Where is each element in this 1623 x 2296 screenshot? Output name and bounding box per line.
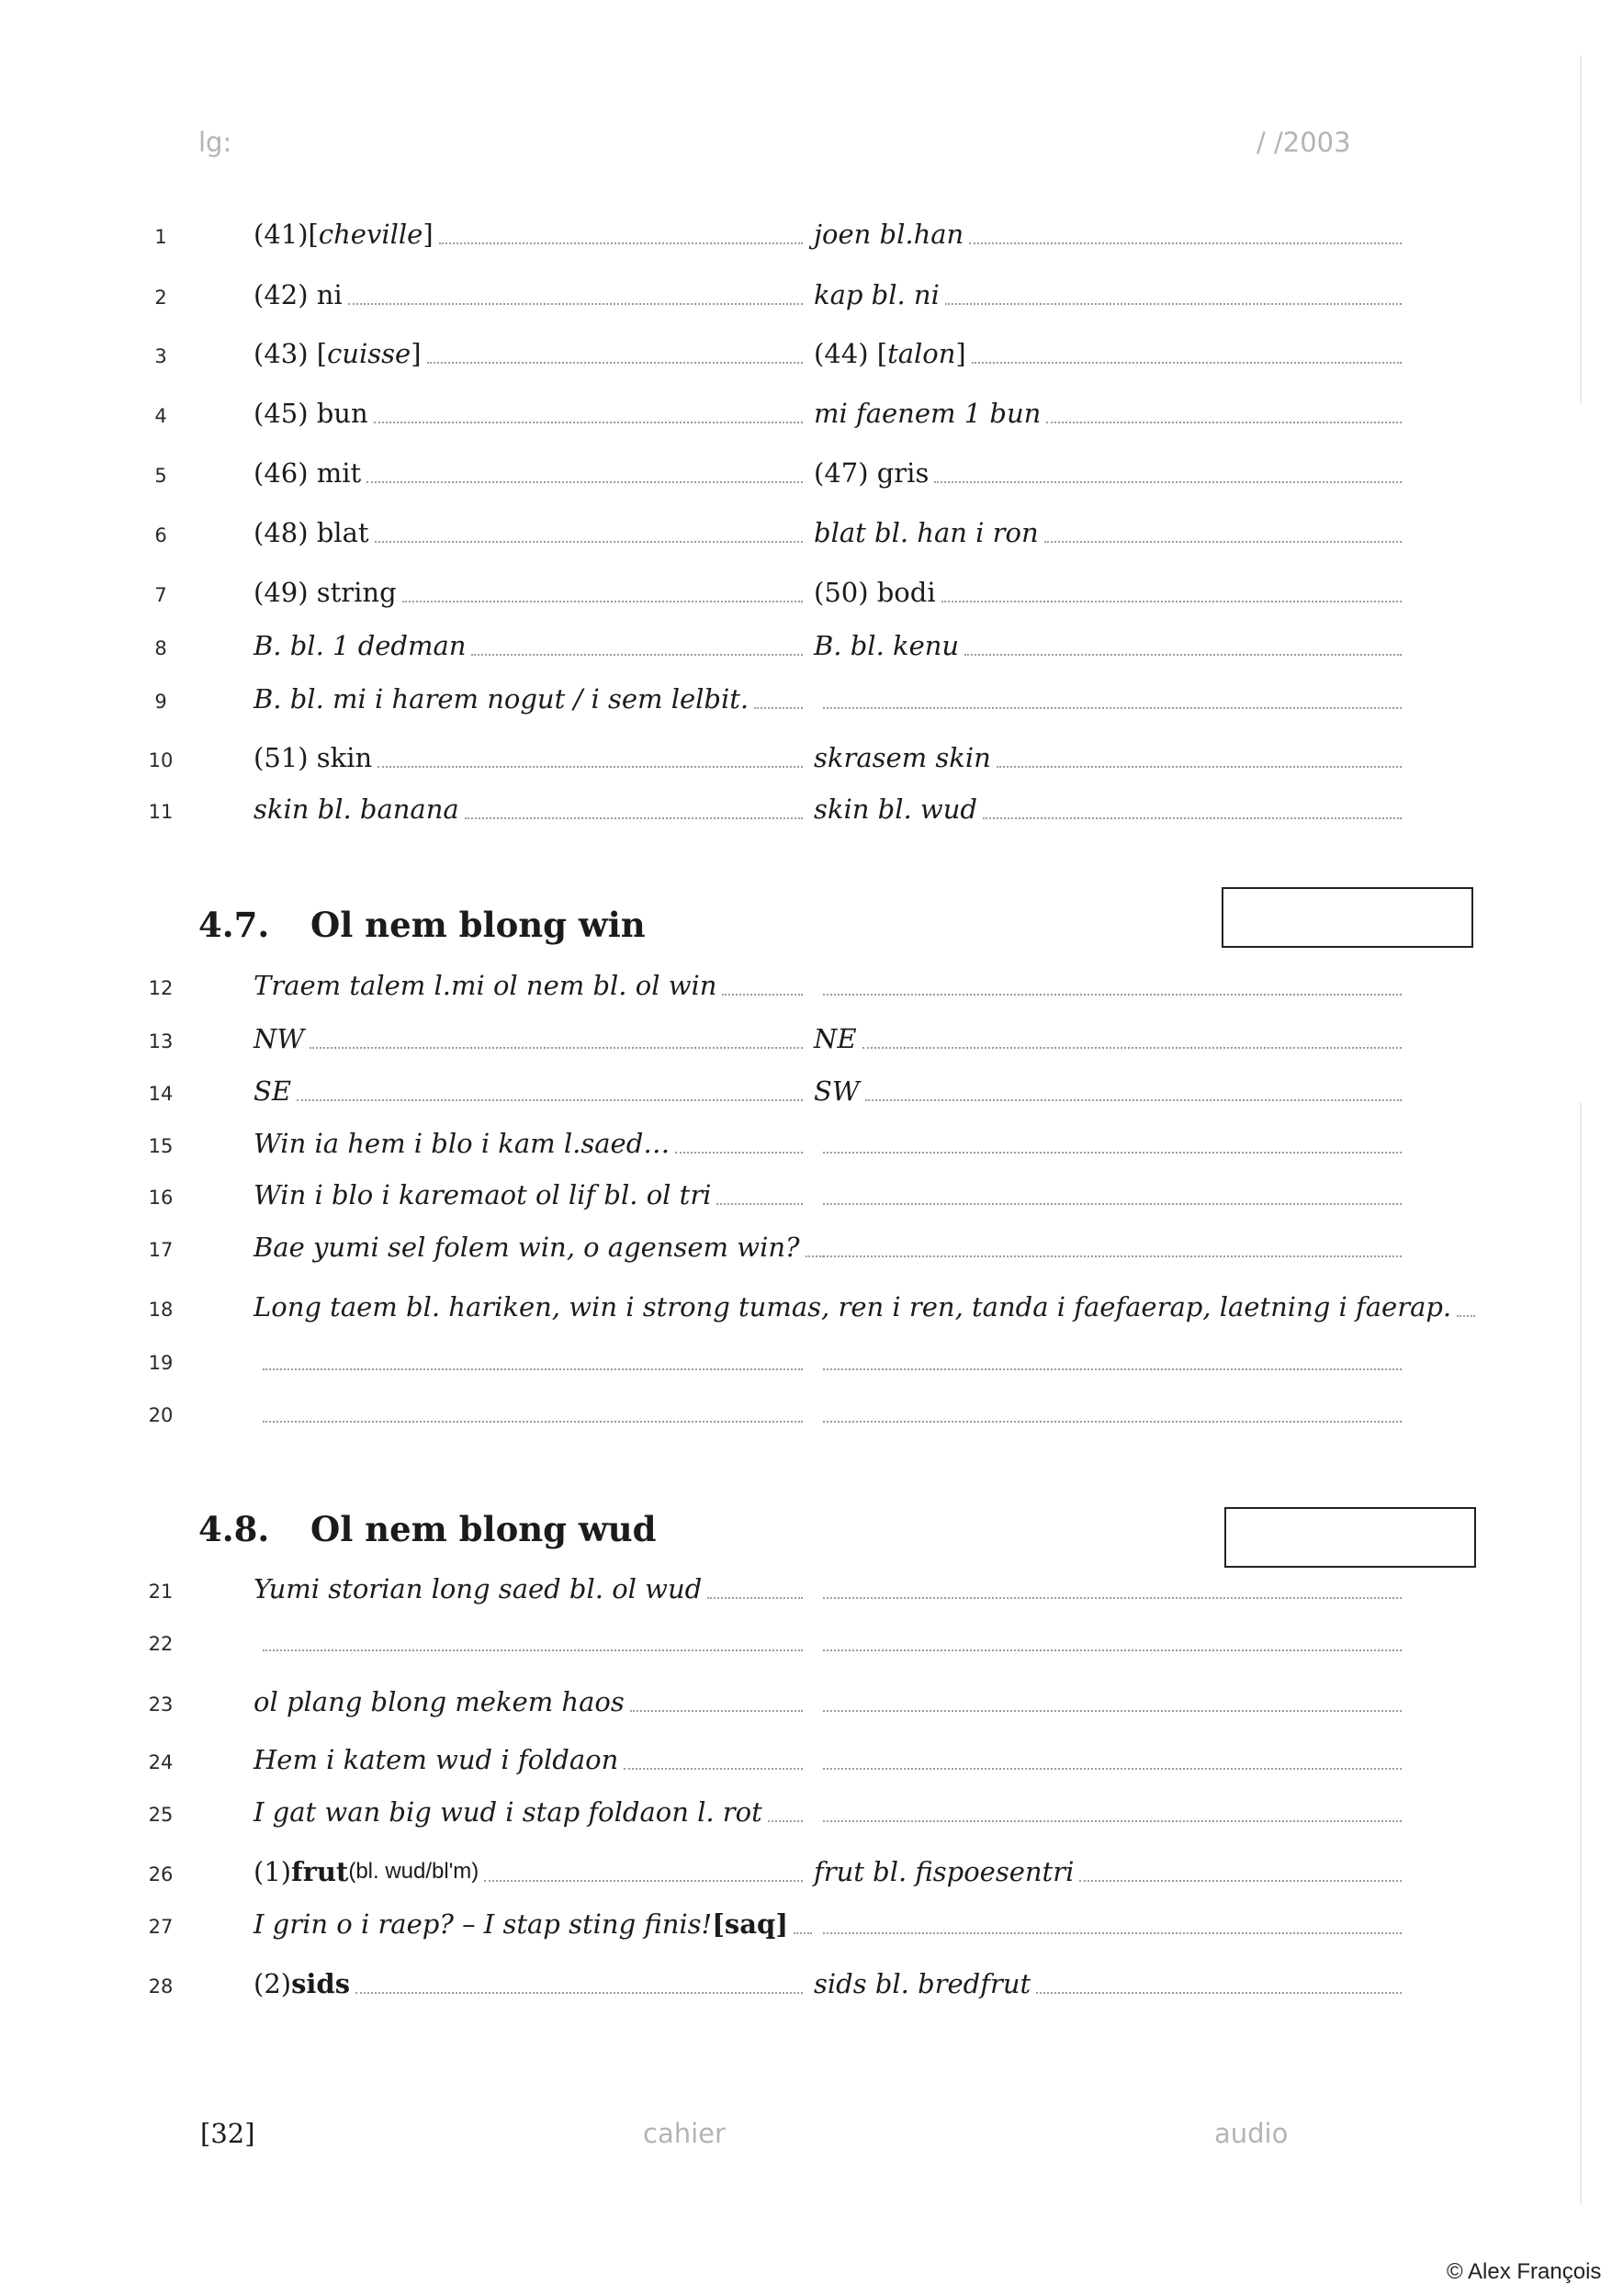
fill-in-line[interactable]	[310, 1046, 803, 1049]
page-number: [32]	[200, 2118, 255, 2149]
fill-in-line[interactable]	[862, 1046, 1402, 1049]
line-text: Traem talem l.mi ol nem bl. ol win	[254, 970, 717, 1001]
section-title: Ol nem blong wud	[310, 1509, 657, 1549]
header-date: / /2003	[1257, 127, 1351, 158]
line-number: 23	[148, 1694, 174, 1716]
question-line	[0, 625, 1623, 670]
line-left-column	[254, 742, 803, 773]
line-right-column	[814, 1968, 1402, 1999]
fill-in-line[interactable]	[823, 1255, 1402, 1257]
fill-in-line[interactable]	[722, 993, 803, 996]
line-right-column	[814, 1075, 1402, 1107]
line-left-column	[254, 398, 803, 429]
line-text: SW	[814, 1075, 860, 1107]
line-text: sids	[291, 1968, 351, 1999]
line-text: skrasem skin	[814, 742, 991, 773]
line-text: (2)	[254, 1968, 292, 1999]
line-number: 19	[148, 1352, 174, 1374]
question-line	[0, 213, 1623, 259]
line-left-column	[254, 1796, 803, 1828]
fill-in-line[interactable]	[794, 1931, 812, 1934]
line-right-column	[814, 993, 1402, 1001]
line-text: cheville	[318, 219, 423, 250]
line-number: 14	[148, 1083, 174, 1105]
line-text: B. bl. kenu	[814, 630, 960, 661]
line-right-column	[814, 1819, 1402, 1828]
fill-in-line[interactable]	[972, 361, 1402, 364]
line-number: 20	[148, 1404, 174, 1426]
line-right-column	[814, 793, 1402, 825]
question-line	[0, 1620, 1623, 1666]
answer-box	[1224, 1507, 1476, 1568]
line-right-column	[814, 1709, 1402, 1717]
fill-in-line[interactable]	[484, 1879, 803, 1882]
question-line	[0, 1286, 1623, 1332]
line-text: (1)	[254, 1856, 292, 1887]
question-line	[0, 788, 1623, 834]
line-text: B. bl. 1 dedman	[254, 630, 467, 661]
line-left-column	[254, 630, 803, 661]
line-text: (42) ni	[254, 279, 343, 310]
question-line	[0, 392, 1623, 438]
line-left-column	[254, 338, 803, 369]
line-text: ]	[411, 338, 422, 369]
question-line	[0, 1174, 1623, 1220]
question-line	[0, 1903, 1623, 1949]
section-number: 4.8.	[198, 1509, 270, 1549]
line-right-column	[814, 742, 1402, 773]
question-line	[0, 1018, 1623, 1064]
line-text: (49) string	[254, 577, 397, 608]
line-right-column	[814, 1367, 1402, 1376]
line-text: Long taem bl. hariken, win i strong tumas, ren i ren, tanda i faefaerap, laetning i faerap.	[254, 1291, 1452, 1322]
line-number: 18	[148, 1299, 174, 1321]
question-line	[0, 332, 1623, 378]
line-text: mi faenem 1 bun	[814, 398, 1042, 429]
line-text: frut	[291, 1856, 349, 1887]
line-text: skin bl. wud	[814, 793, 977, 825]
question-line	[0, 274, 1623, 320]
header-left: lg:	[198, 127, 232, 158]
fill-in-line[interactable]	[716, 1202, 803, 1205]
fill-in-line[interactable]	[823, 1151, 1402, 1154]
question-line	[0, 512, 1623, 557]
line-right-column	[814, 1649, 1402, 1657]
line-text: B. bl. mi i harem nogut / i sem lelbit.	[254, 683, 750, 715]
fill-in-line[interactable]	[465, 816, 803, 819]
line-text: ]	[423, 219, 434, 250]
fill-in-line[interactable]	[1079, 1879, 1402, 1882]
fill-in-line[interactable]	[823, 1767, 1402, 1770]
footer-audio: audio	[1214, 2118, 1289, 2149]
line-number: 16	[148, 1187, 174, 1209]
fill-in-line[interactable]	[964, 653, 1402, 656]
line-left-column	[254, 1075, 803, 1107]
line-right-column	[814, 1255, 1402, 1263]
fill-in-line[interactable]	[427, 361, 803, 364]
fill-in-line[interactable]	[823, 1596, 1402, 1599]
fill-in-line[interactable]	[997, 765, 1402, 768]
line-number: 10	[148, 749, 174, 771]
fill-in-line[interactable]	[941, 600, 1402, 602]
line-number: 26	[148, 1863, 174, 1885]
line-right-column	[814, 630, 1402, 661]
line-right-column	[814, 517, 1402, 548]
line-right-column	[814, 1420, 1402, 1428]
line-number: 15	[148, 1135, 174, 1157]
fill-in-line[interactable]	[823, 1709, 1402, 1712]
fill-in-line[interactable]	[865, 1098, 1402, 1101]
answer-box	[1222, 887, 1473, 948]
fill-in-line[interactable]	[366, 480, 803, 483]
line-right-column	[814, 1023, 1402, 1054]
fill-in-line[interactable]	[1036, 1991, 1402, 1994]
line-text: (44) [	[814, 338, 888, 369]
line-text: NE	[814, 1023, 857, 1054]
fill-in-line[interactable]	[402, 600, 803, 602]
line-text: skin bl. banana	[254, 793, 459, 825]
line-text: (46) mit	[254, 457, 362, 489]
line-left-column	[254, 1908, 803, 1940]
fill-in-line[interactable]	[934, 480, 1402, 483]
line-full	[254, 1291, 1452, 1322]
line-right-column	[814, 1596, 1402, 1604]
question-line	[0, 1122, 1623, 1168]
line-text: Win ia hem i blo i kam l.saed…	[254, 1128, 671, 1159]
line-number: 22	[148, 1633, 174, 1655]
question-line	[0, 1568, 1623, 1614]
question-line	[0, 1791, 1623, 1837]
line-text: (43) [	[254, 338, 328, 369]
fill-in-line[interactable]	[378, 765, 803, 768]
line-left-column	[254, 1232, 803, 1263]
line-text: sids bl. bredfrut	[814, 1968, 1031, 1999]
question-line	[0, 1391, 1623, 1437]
fill-in-line[interactable]	[1457, 1314, 1475, 1317]
line-number: 3	[154, 345, 167, 367]
section-title: Ol nem blong win	[310, 905, 646, 945]
line-text: NW	[254, 1023, 305, 1054]
line-left-column	[254, 1649, 803, 1657]
line-left-column	[254, 1744, 803, 1775]
fill-in-line[interactable]	[348, 302, 803, 305]
question-line	[0, 1070, 1623, 1116]
fill-in-line[interactable]	[754, 706, 803, 709]
line-text: frut bl. fispoesentri	[814, 1856, 1075, 1887]
line-right-column	[814, 706, 1402, 715]
line-text: (50) bodi	[814, 577, 936, 608]
fill-in-line[interactable]	[375, 540, 803, 543]
line-left-column	[254, 219, 803, 250]
line-left-column	[254, 1686, 803, 1717]
line-number: 11	[148, 801, 174, 823]
line-left-column	[254, 970, 803, 1001]
line-left-column	[254, 1420, 803, 1428]
fill-in-line[interactable]	[983, 816, 1402, 819]
question-line	[0, 571, 1623, 617]
fill-in-line[interactable]	[630, 1709, 803, 1712]
line-number: 12	[148, 977, 174, 999]
line-number: 24	[148, 1751, 174, 1773]
question-line	[0, 964, 1623, 1010]
line-text: blat bl. han i ron	[814, 517, 1039, 548]
line-right-column	[814, 577, 1402, 608]
fill-in-line[interactable]	[969, 242, 1402, 244]
line-text: (41)	[254, 219, 309, 250]
question-line	[0, 1226, 1623, 1272]
fill-in-line[interactable]	[823, 1420, 1402, 1423]
line-number: 28	[148, 1975, 174, 1998]
fill-in-line[interactable]	[624, 1767, 803, 1770]
line-text: Win i blo i karemaot ol lif bl. ol tri	[254, 1179, 712, 1210]
line-left-column	[254, 1968, 803, 1999]
line-text: I gat wan big wud i stap foldaon l. rot	[254, 1796, 762, 1828]
fill-in-line[interactable]	[945, 302, 1402, 305]
line-left-column	[254, 279, 803, 310]
line-left-column	[254, 683, 803, 715]
question-line	[0, 1851, 1623, 1896]
line-text: Yumi storian long saed bl. ol wud	[254, 1573, 703, 1604]
question-line	[0, 678, 1623, 724]
line-number: 9	[154, 691, 167, 713]
fill-in-line[interactable]	[297, 1098, 803, 1101]
fill-in-line[interactable]	[823, 1367, 1402, 1370]
line-number: 21	[148, 1581, 174, 1603]
line-number: 6	[154, 524, 167, 546]
line-text: joen bl.han	[814, 219, 964, 250]
line-text: (bl. wud/bl'm)	[348, 1859, 479, 1884]
fill-in-line[interactable]	[263, 1367, 803, 1370]
line-right-column	[814, 279, 1402, 310]
line-text: ]	[955, 338, 966, 369]
line-text: Bae yumi sel folem win, o agensem win?	[254, 1232, 800, 1263]
line-right-column	[814, 219, 1402, 250]
line-text: SE	[254, 1075, 292, 1107]
fill-in-line[interactable]	[823, 993, 1402, 996]
line-left-column	[254, 1023, 803, 1054]
line-number: 17	[148, 1239, 174, 1261]
fill-in-line[interactable]	[823, 1202, 1402, 1205]
line-left-column	[254, 1367, 803, 1376]
fill-in-line[interactable]	[355, 1991, 803, 1994]
line-text: [	[308, 219, 319, 250]
line-number: 2	[154, 287, 167, 309]
fill-in-line[interactable]	[823, 706, 1402, 709]
line-right-column	[814, 1856, 1402, 1887]
line-number: 8	[154, 637, 167, 659]
fill-in-line[interactable]	[263, 1420, 803, 1423]
line-right-column	[814, 1151, 1402, 1159]
line-text: ol plang blong mekem haos	[254, 1686, 625, 1717]
line-text: kap bl. ni	[814, 279, 940, 310]
line-right-column	[814, 1931, 1402, 1940]
line-text: I grin o i raep? – I stap sting finis!	[254, 1908, 713, 1940]
line-left-column	[254, 1179, 803, 1210]
line-right-column	[814, 338, 1402, 369]
fill-in-line[interactable]	[471, 653, 803, 656]
fill-in-line[interactable]	[439, 242, 803, 244]
line-right-column	[814, 1202, 1402, 1210]
question-line	[0, 737, 1623, 782]
line-text: (48) blat	[254, 517, 369, 548]
line-left-column	[254, 457, 803, 489]
fill-in-line[interactable]	[823, 1819, 1402, 1822]
line-number: 27	[148, 1916, 174, 1938]
line-number: 1	[154, 226, 167, 248]
line-number: 4	[154, 405, 167, 427]
line-right-column	[814, 457, 1402, 489]
fill-in-line[interactable]	[707, 1596, 803, 1599]
copyright: © Alex François	[1447, 2259, 1602, 2284]
fill-in-line[interactable]	[823, 1649, 1402, 1651]
line-text: (51) skin	[254, 742, 373, 773]
line-text: Hem i katem wud i foldaon	[254, 1744, 619, 1775]
line-number: 5	[154, 465, 167, 487]
question-line	[0, 1739, 1623, 1784]
line-left-column	[254, 1573, 803, 1604]
footer-cahier: cahier	[643, 2118, 726, 2149]
line-text: talon	[887, 338, 956, 369]
line-left-column	[254, 1128, 803, 1159]
question-line	[0, 452, 1623, 498]
line-text: [saq]	[712, 1908, 789, 1940]
line-right-column	[814, 1767, 1402, 1775]
fill-in-line[interactable]	[1046, 421, 1402, 423]
fill-in-line[interactable]	[263, 1649, 803, 1651]
fill-in-line[interactable]	[675, 1151, 803, 1154]
line-left-column	[254, 1856, 803, 1887]
question-line	[0, 1681, 1623, 1727]
fill-in-line[interactable]	[1044, 540, 1402, 543]
fill-in-line[interactable]	[768, 1819, 803, 1822]
line-left-column	[254, 517, 803, 548]
line-number: 7	[154, 584, 167, 606]
question-line	[0, 1963, 1623, 2009]
fill-in-line[interactable]	[823, 1931, 1402, 1934]
line-number: 13	[148, 1030, 174, 1052]
section-number: 4.7.	[198, 905, 270, 945]
line-text: cuisse	[327, 338, 411, 369]
line-text: (45) bun	[254, 398, 368, 429]
question-line	[0, 1339, 1623, 1385]
line-right-column	[814, 398, 1402, 429]
line-left-column	[254, 793, 803, 825]
fill-in-line[interactable]	[374, 421, 803, 423]
line-left-column	[254, 577, 803, 608]
line-number: 25	[148, 1804, 174, 1826]
line-text: (47) gris	[814, 457, 930, 489]
